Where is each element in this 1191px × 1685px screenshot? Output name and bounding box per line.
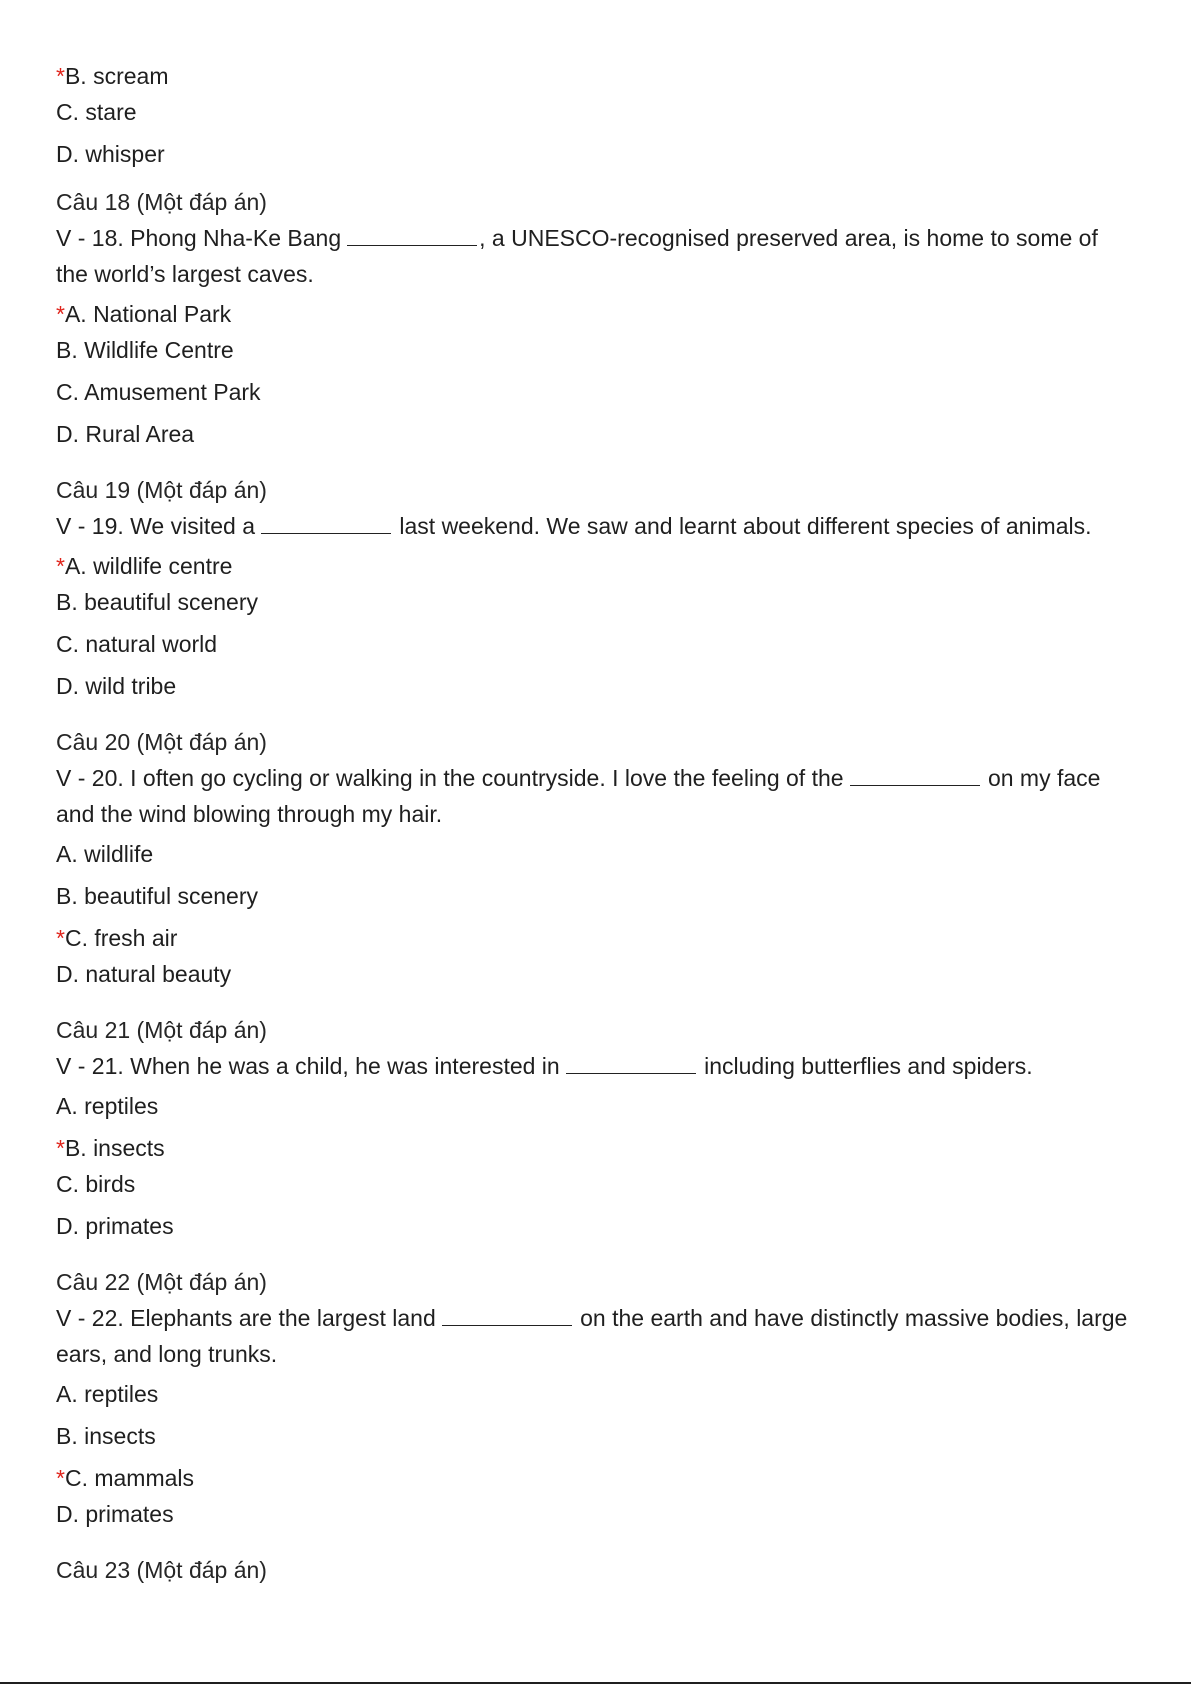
answer-blank (347, 227, 477, 246)
question-18 (56, 184, 1136, 452)
option-label: C. stare (56, 99, 137, 125)
answer-blank (850, 767, 980, 786)
correct-marker: * (56, 63, 65, 89)
option (56, 1208, 1136, 1244)
option (56, 296, 1136, 332)
option (56, 878, 1136, 914)
option (56, 584, 1136, 620)
question-heading: Câu 23 (Một đáp án) (56, 1557, 267, 1583)
page-bottom-divider (0, 1682, 1191, 1684)
correct-marker: * (56, 553, 65, 579)
option-label: C. natural world (56, 631, 218, 657)
question-text-after: on the earth and have distinctly massive bodies, large ears, and long trunks. (56, 1305, 1128, 1367)
question-23 (56, 1552, 1136, 1588)
answer-blank (442, 1307, 572, 1326)
question-heading: Câu 19 (Một đáp án) (56, 477, 267, 503)
question-19 (56, 472, 1136, 704)
option-label: A. National Park (64, 301, 232, 327)
question-text-before: V - 21. When he was a child, he was interested in (56, 1053, 560, 1079)
option-label: D. primates (56, 1213, 174, 1239)
option (56, 956, 1136, 992)
question-text-after: , a UNESCO-recognised preserved area, is home to some of the world’s largest caves. (56, 225, 1098, 287)
option-label: B. insects (64, 1135, 165, 1161)
option (56, 668, 1136, 704)
question-text-before: V - 22. Elephants are the largest land (56, 1305, 436, 1331)
option (56, 626, 1136, 662)
option-label: C. Amusement Park (56, 379, 261, 405)
option-label: C. fresh air (64, 925, 178, 951)
option (56, 548, 1136, 584)
option-label: B. beautiful scenery (56, 883, 259, 909)
question-text-before: V - 19. We visited a (56, 513, 255, 539)
option-label: B. Wildlife Centre (56, 337, 234, 363)
correct-marker: * (56, 925, 65, 951)
correct-marker: * (56, 1135, 65, 1161)
option-label: B. insects (56, 1423, 156, 1449)
option (56, 1496, 1136, 1532)
question-text (56, 1300, 1136, 1372)
option (56, 1166, 1136, 1202)
option-label: D. primates (56, 1501, 174, 1527)
quiz-page (56, 58, 1136, 1588)
question-text-after: on my face and the wind blowing through my hair. (56, 765, 1101, 827)
option (56, 332, 1136, 368)
option-label: C. birds (56, 1171, 136, 1197)
answer-blank (261, 515, 391, 534)
option (56, 374, 1136, 410)
option-label: C. mammals (64, 1465, 195, 1491)
question-21 (56, 1012, 1136, 1244)
option-label: A. wildlife (56, 841, 154, 867)
option-label: B. beautiful scenery (56, 589, 259, 615)
question-heading: Câu 20 (Một đáp án) (56, 729, 267, 755)
option (56, 920, 1136, 956)
option-label: D. natural beauty (56, 961, 232, 987)
option (56, 1460, 1136, 1496)
question-text-before: V - 18. Phong Nha-Ke Bang (56, 225, 342, 251)
question-text (56, 508, 1136, 544)
question-text (56, 1048, 1136, 1084)
correct-marker: * (56, 1465, 65, 1491)
question-20 (56, 724, 1136, 992)
option (56, 136, 1136, 172)
option-label: D. Rural Area (56, 421, 195, 447)
option-label: A. reptiles (56, 1381, 159, 1407)
option (56, 416, 1136, 452)
question-heading: Câu 22 (Một đáp án) (56, 1269, 267, 1295)
question-text-after: last weekend. We saw and learnt about different species of animals. (393, 513, 1092, 539)
option (56, 94, 1136, 130)
option (56, 1418, 1136, 1454)
question-heading: Câu 18 (Một đáp án) (56, 189, 267, 215)
correct-marker: * (56, 301, 65, 327)
option-label: A. wildlife centre (64, 553, 233, 579)
option-label: B. scream (64, 63, 169, 89)
question-text (56, 220, 1136, 292)
question-22 (56, 1264, 1136, 1532)
option-label: D. wild tribe (56, 673, 177, 699)
question-text-before: V - 20. I often go cycling or walking in the countryside. I love the feeling of the (56, 765, 844, 791)
option (56, 1130, 1136, 1166)
question-heading: Câu 21 (Một đáp án) (56, 1017, 267, 1043)
question-text-after: including butterflies and spiders. (697, 1053, 1033, 1079)
question-text (56, 760, 1136, 832)
option (56, 836, 1136, 872)
option (56, 1088, 1136, 1124)
answer-blank (566, 1055, 696, 1074)
option-label: A. reptiles (56, 1093, 159, 1119)
option-label: D. whisper (56, 141, 165, 167)
intro-options (56, 58, 1136, 172)
option (56, 58, 1136, 94)
option (56, 1376, 1136, 1412)
